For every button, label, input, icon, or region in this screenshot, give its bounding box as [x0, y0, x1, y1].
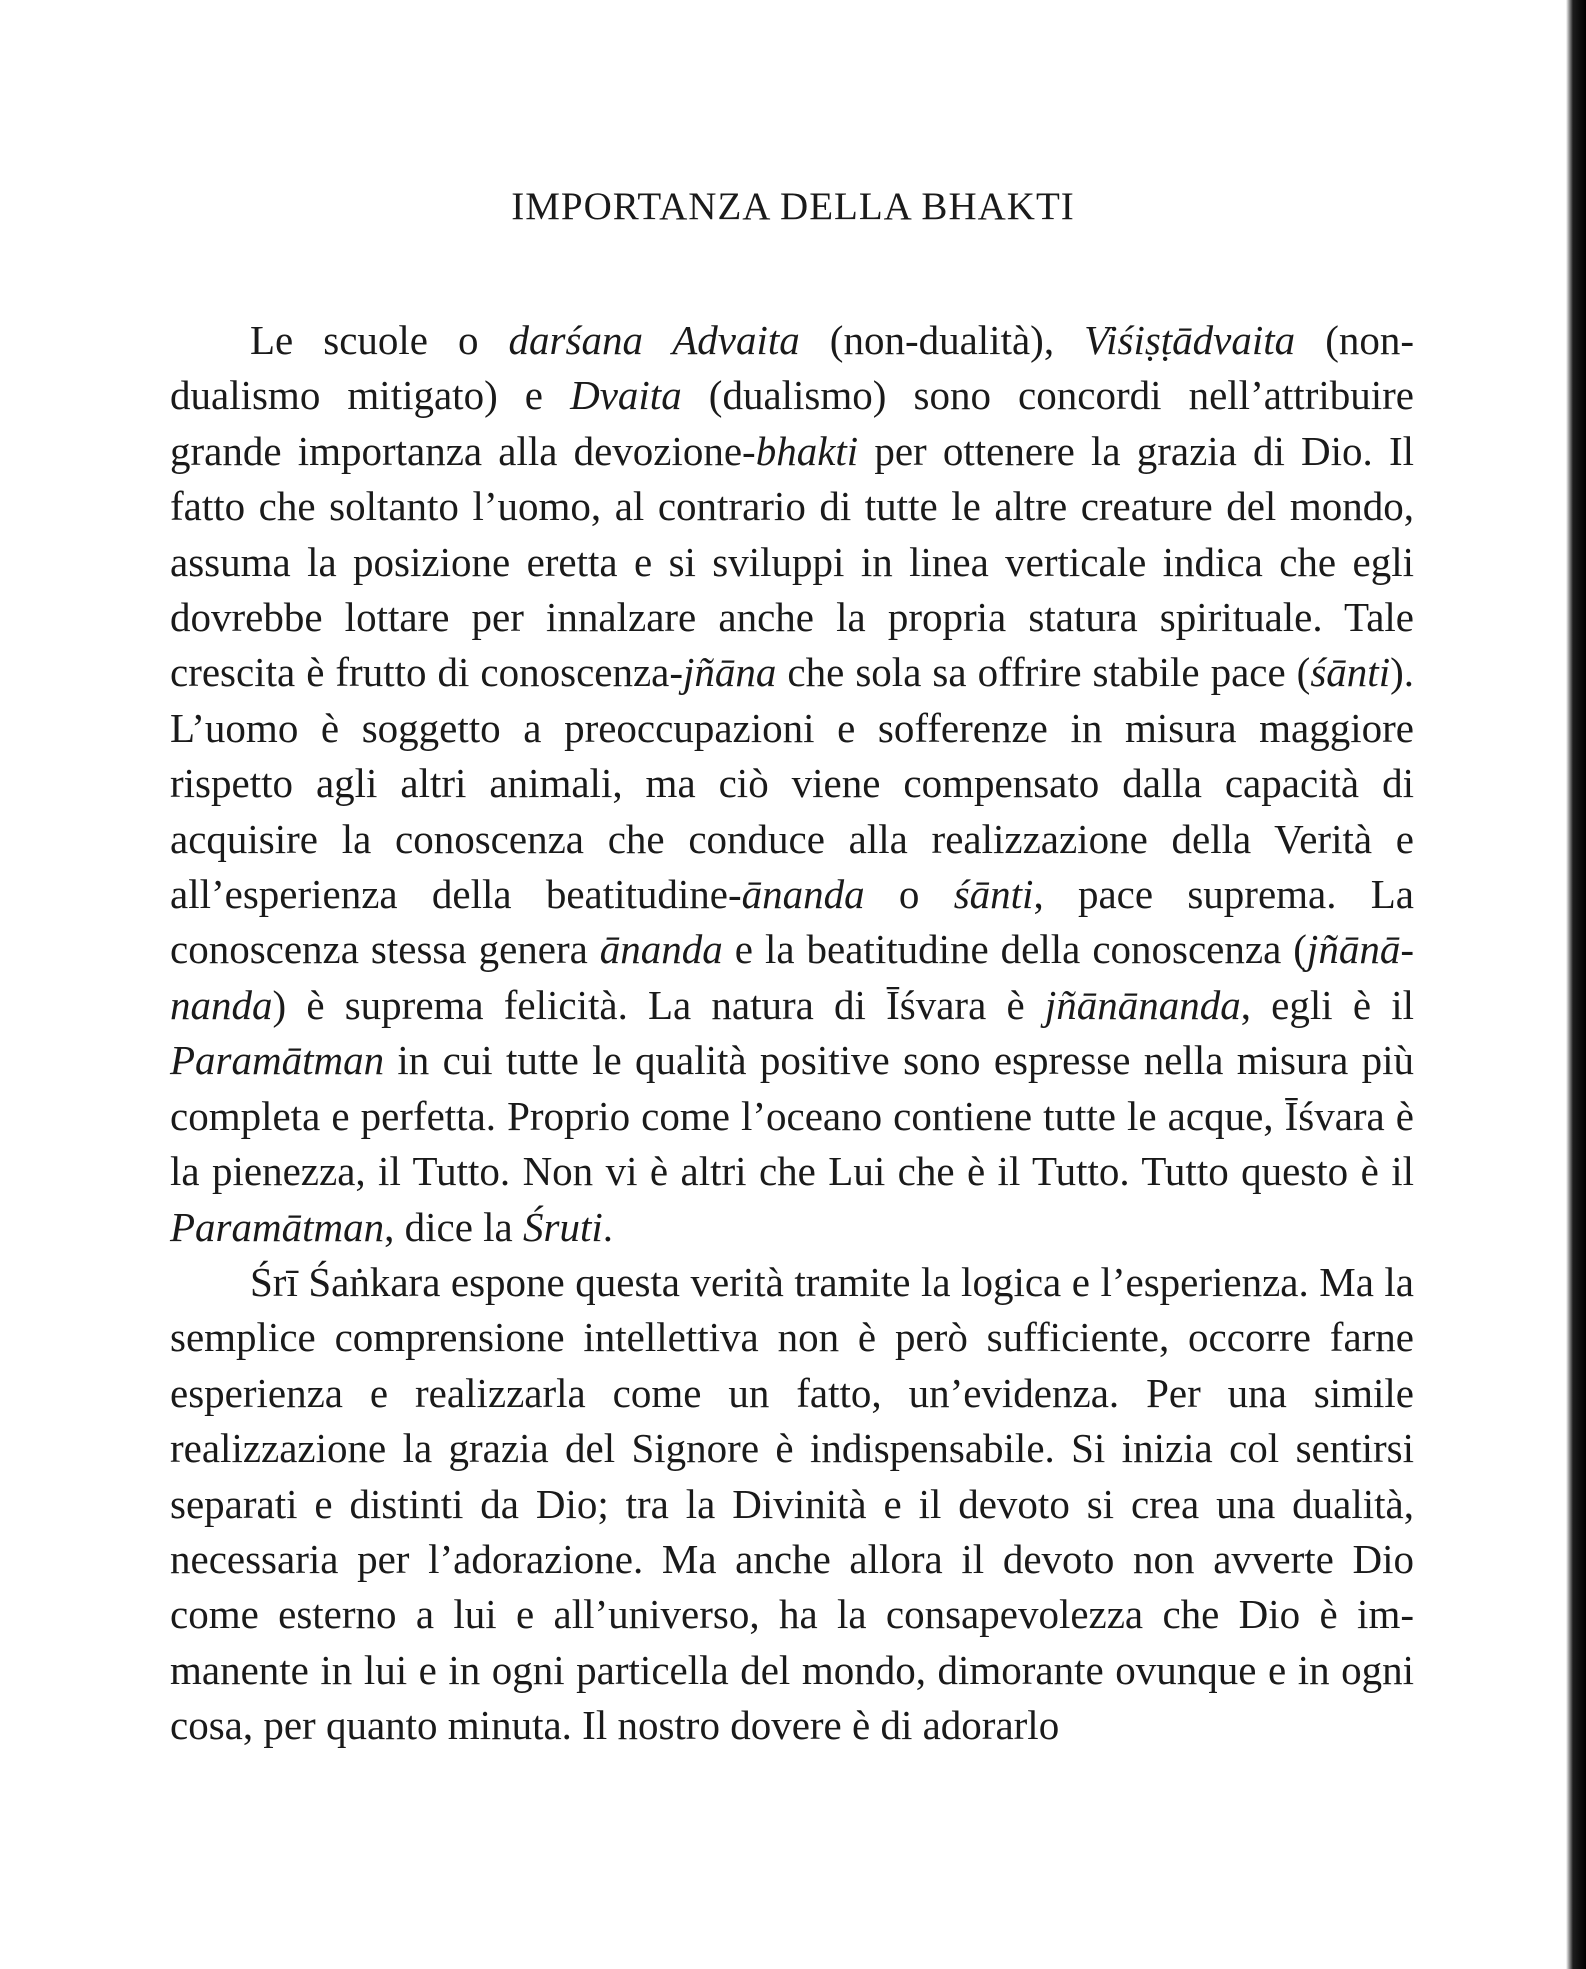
- text-run: o: [864, 871, 954, 918]
- italic-term: Viśiṣṭādvaita: [1084, 317, 1296, 363]
- italic-term: ānanda: [599, 926, 723, 973]
- text-run: che sola sa offrire stabile pace (: [776, 649, 1311, 696]
- text-run: (non-dualità),: [799, 317, 1085, 363]
- text-run: , egli è il: [1240, 981, 1414, 1028]
- paragraph: [170, 1255, 1414, 1754]
- italic-term: śānti: [1310, 649, 1391, 696]
- text-run: Le scuole o: [250, 317, 509, 363]
- italic-term: darśana Advaita: [508, 317, 800, 363]
- text-run: ). L’uomo è soggetto a preoccupazioni e sofferenze in misura maggiore rispetto agli altri animali, ma ciò viene compensato dalla capacità di acquisire la conoscenza che conduce alla realizzazione della Verità e all’esperienza della beatitudine-: [170, 649, 1414, 918]
- body-text: [170, 313, 1414, 1754]
- paragraph: [170, 313, 1414, 1255]
- text-run: , pace suprema. La conoscenza stessa genera: [170, 871, 1414, 973]
- italic-term: Śruti: [523, 1203, 603, 1250]
- text-run: per ottenere la grazia di Dio. Il fatto che soltanto l’uomo, al contrario di tutte le altre creature del mondo, assuma la posizione eretta e si sviluppi in linea verticale indica che egli dovrebbe lottare per innalzare anche la propria statura spirituale. Tale crescita è frutto di conoscenza-: [170, 427, 1414, 696]
- text-run: .: [602, 1203, 613, 1250]
- italic-term: Dvaita: [570, 372, 682, 419]
- text-run: (non-dualismo mitigato) e: [170, 317, 1414, 419]
- italic-term: jñānānanda: [170, 926, 1414, 1028]
- text-run: , dice la: [384, 1203, 523, 1250]
- page-edge-shadow: [1566, 0, 1586, 1969]
- italic-term: ānanda: [741, 871, 865, 918]
- text-run: in cui tutte le qualità positive sono espresse nella misura più completa e perfetta. Proprio come l’oceano contiene tutte le acque, Īśvara è la pienezza, il Tutto. Non vi è altri che Lui che è il Tutto. Tutto questo è il: [170, 1037, 1414, 1195]
- text-run: e la beatitudine della conoscenza (: [722, 926, 1307, 973]
- text-run: Śrī Śaṅkara espone questa verità tramite la logica e l’esperienza. Ma la semplice comprensione intellettiva non è però sufficiente, occorre farne esperienza e realizzarla come un fatto, un’evidenza. Per una simile realizzazione la grazia del Signore è indispensabile. Si inizia col sentirsi separati e distinti da Dio; tra la Divinità e il devoto si crea una dualità, necessaria per l’adorazione. Ma anche allora il devoto non avverte Dio come esterno a lui e all’universo, ha la consapevolezza che Dio è immanente in lui e in ogni particella del mondo, dimorante ovunque e in ogni cosa, per quanto minuta. Il nostro dovere è di adorarlo: [170, 1258, 1414, 1749]
- chapter-title: IMPORTANZA DELLA BHAKTI: [511, 185, 1075, 228]
- italic-term: jñāna: [683, 649, 777, 696]
- italic-term: Paramātman: [170, 1203, 385, 1250]
- italic-term: bhakti: [755, 427, 859, 474]
- text-run: (dualismo) sono concordi nell’attribuire grande importanza alla devozione-: [170, 372, 1414, 474]
- italic-term: Paramātman: [170, 1037, 385, 1084]
- italic-term: jñānānanda: [1044, 981, 1241, 1028]
- italic-term: śānti: [953, 871, 1034, 918]
- text-run: ) è suprema felicità. La natura di Īśvara è: [272, 981, 1045, 1028]
